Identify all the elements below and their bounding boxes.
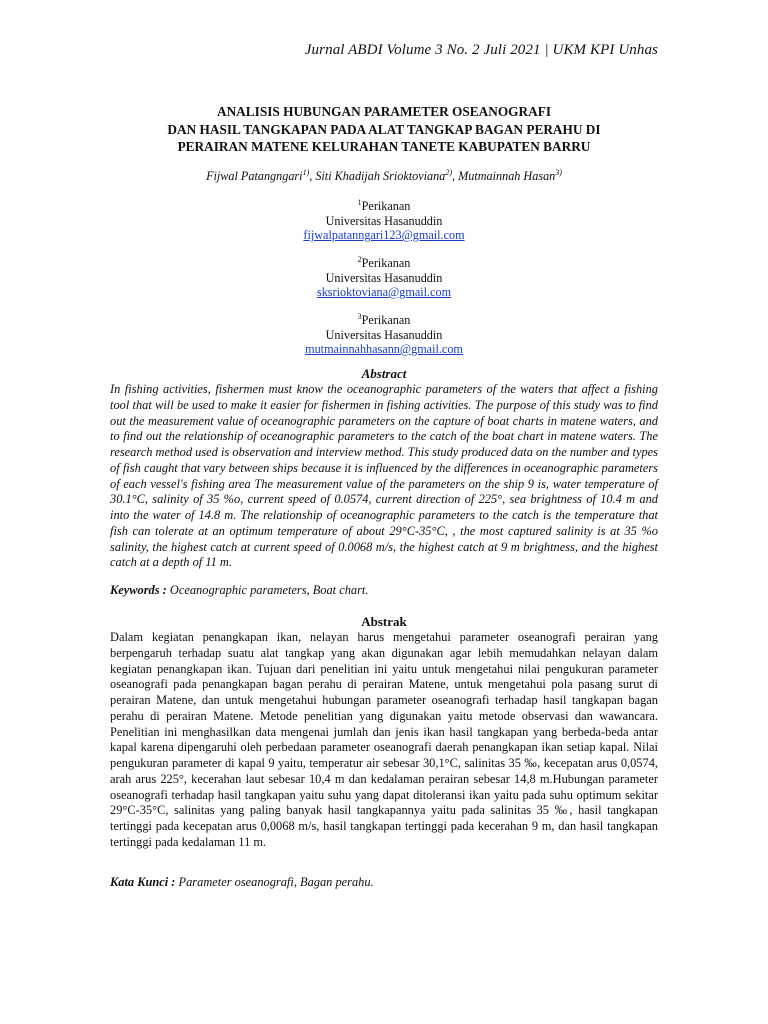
- author-list: Fijwal Patangngari$^{1)}$, Siti Khadijah Srioktoviana$^{2)}$, Mutmainnah Hasan$^{3)}$: [206, 168, 562, 184]
- affiliation-department: Perikanan: [361, 256, 411, 271]
- affiliation-superscript: 3: [357, 312, 362, 321]
- keywords-text: Oceanographic parameters, Boat chart.: [169, 583, 369, 597]
- affiliation-department: Perikanan: [361, 199, 411, 214]
- abstrak-indonesian-text: Dalam kegiatan penangkapan ikan, nelayan harus mengetahui parameter oseanografi perairan yang berpengaruh terhadap suatu alat tangkap yang akan digunakan agar lebih memudahkan nelayan dalam kegiatan penangkapan ikan. Tujuan dari penelitian ini yaitu untuk mengetahui nilai pengukuran parameter oseanografi pada penangkapan bagan perahu di perairan Matene, untuk mengetahui pola pasang surut di perairan Matene, dan untuk mengetahui hubungan parameter oseanografi terhadap hasil tangkapan bagan perahu di perairan Matene. Metode penelitian yang digunakan yaitu metode observasi dan wawancara. Penelitian ini menghasilkan data mengenai jumlah dan jenis ikan hasil tangkapan yang berbeda-beda antar kapal karena dipengaruhi oleh perbedaan parameter oseanografi daerah penangkapan ikan setiap kapal. Nilai pengukuran parameter di kapal 9 yaitu, temperatur air sebesar 30,1°C, salinitas 35 ‰, kecepatan arus 0,0574, arah arus 225°, kecerahan laut sebesar 10,4 m dan kedalaman perairan sebesar 14,8 m.Hubungan parameter oseanografi terhadap hasil tangkapan yaitu suhu yang dapat ditoleransi ikan yaitu pada suhu optimum sekitar 29°C-35°C, salinitas yang paling banyak hasil tangkapannya yaitu pada salinitas 35 ‰, hasil tangkapan tertinggi pada kecepatan arus 0,0068 m/s, hasil tangkapan tertinggi pada kecerahan 9 m, dan hasil tangkapan tertinggi pada kedalaman 11 m.: [110, 630, 658, 849]
- abstract-english-text: In fishing activities, fishermen must know the oceanographic parameters of the waters that affect a fishing tool that will be used to make it easier for fishermen in fishing activities. The purpose of this study was to find out the measurement value of oceanographic parameters on the capture of boat charts in matene waters, and to find out the relationship of oceanographic parameters to the catch of the boat chart in matene waters. The research method used is observation and interview method. This study produced data on the number and types of fish caught that vary between ships because it is influenced by the differences in oceanographic parameters of each vessel's fishing area The measurement value of the parameters on the ship 9 is, water temperature of 30.1°C, salinity of 35 %o, current speed of 0.0574, current direction of 225°, sea brightness of 10.4 m and into the water of 14.8 m. The relationship of oceanographic parameters to the catch is the temperature that fish can tolerate at an optimum temperature of about 29°C-35°C, , the most captured salinity is at 35 %o salinity, the highest catch at current speed of 0.0068 m/s, the highest catch at 9 m brightness, and the highest catch at a depth of 11 m.: [110, 382, 658, 570]
- affiliation-3: [0, 310, 768, 357]
- abstrak-heading: Abstrak: [361, 614, 407, 629]
- affiliation-superscript: 1: [357, 198, 362, 207]
- author-email-link[interactable]: sksrioktoviana@gmail.com: [316, 285, 452, 300]
- kata-kunci-label: Kata Kunci :: [110, 875, 176, 889]
- journal-header: Jurnal ABDI Volume 3 No. 2 Juli 2021 | UKM KPI Unhas: [304, 42, 658, 58]
- author-email-link[interactable]: fijwalpatanngari123@gmail.com: [303, 228, 465, 243]
- author-name: Mutmainnah Hasan: [458, 169, 556, 184]
- paper-title: [0, 103, 768, 156]
- kata-kunci-text: Parameter oseanografi, Bagan perahu.: [178, 875, 374, 889]
- author-superscript: 3): [555, 168, 562, 177]
- title-line-1: ANALISIS HUBUNGAN PARAMETER OSEANOGRAFI: [216, 104, 552, 119]
- keywords-label: Keywords :: [110, 583, 167, 597]
- author-name: Siti Khadijah Srioktoviana: [315, 169, 446, 184]
- author-superscript: 1): [302, 168, 310, 177]
- affiliation-university: Universitas Hasanuddin: [325, 270, 443, 285]
- affiliation-2: [0, 253, 768, 300]
- affiliation-university: Universitas Hasanuddin: [325, 213, 443, 228]
- title-line-2: DAN HASIL TANGKAPAN PADA ALAT TANGKAP BAGAN PERAHU DI: [167, 121, 601, 137]
- affiliation-1: [0, 196, 768, 243]
- affiliation-superscript: 2: [357, 255, 362, 264]
- author-email-link[interactable]: mutmainnahhasann@gmail.com: [305, 342, 463, 357]
- title-line-3: PERAIRAN MATENE KELURAHAN TANETE KABUPATEN BARRU: [177, 139, 591, 154]
- keywords-english: [110, 583, 658, 598]
- author-name: Fijwal Patangngari: [206, 169, 303, 184]
- abstract-heading: Abstract: [361, 366, 407, 381]
- affiliation-department: Perikanan: [361, 313, 411, 328]
- keywords-indonesian: [110, 875, 658, 890]
- affiliation-university: Universitas Hasanuddin: [325, 327, 443, 342]
- author-superscript: 2): [445, 168, 452, 177]
